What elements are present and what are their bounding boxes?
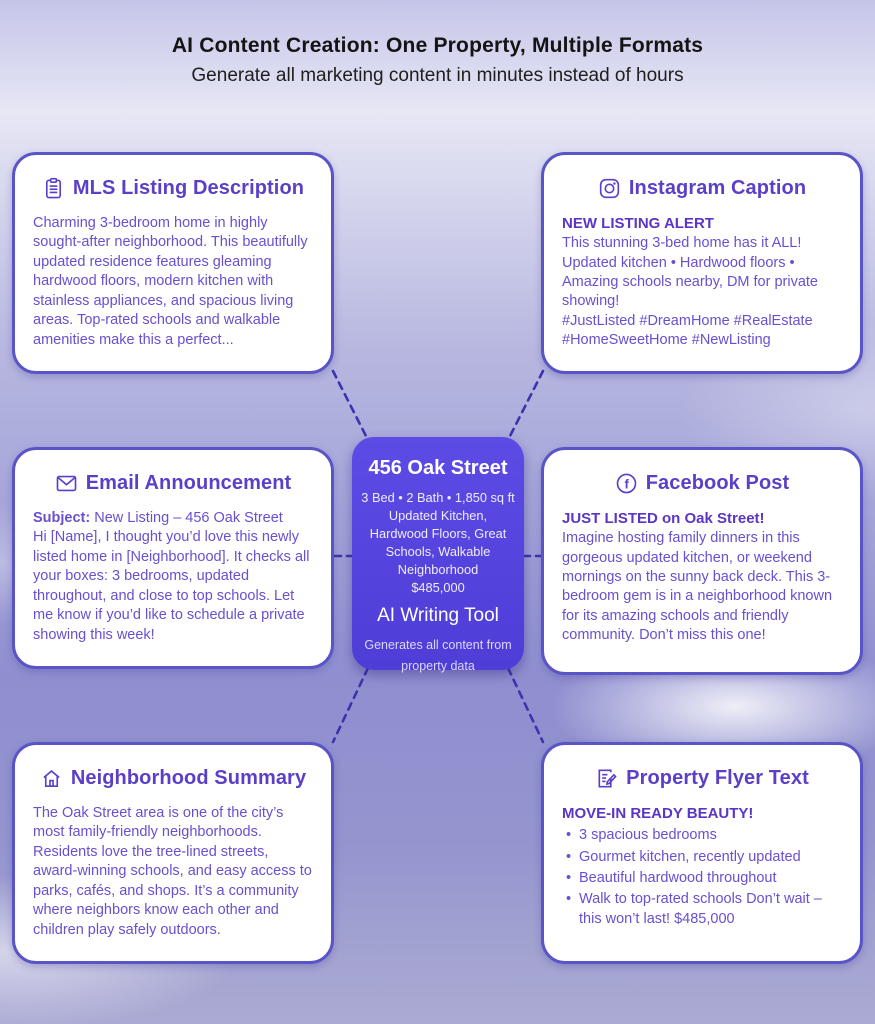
card-title: Instagram Caption	[628, 177, 807, 199]
card-instagram-caption	[541, 152, 863, 374]
card-mls-listing	[12, 152, 334, 374]
list-item: • Beautiful hardwood throughout	[562, 869, 842, 888]
card-subject-line	[33, 509, 313, 528]
card-title-row	[33, 472, 313, 495]
list-item: • Walk to top-rated schools Don’t wait – this won’t last! $485,000	[562, 890, 842, 929]
card-title: Neighborhood Summary	[70, 767, 307, 789]
card-title-row	[562, 177, 842, 200]
card-title: Facebook Post	[645, 472, 790, 494]
card-lead-text: JUST LISTED on Oak Street!	[562, 510, 765, 527]
connector-mls-center	[333, 371, 368, 440]
connector-neighborhood-center	[333, 668, 368, 742]
card-property-flyer	[541, 742, 863, 964]
connector-flyer-center	[508, 668, 543, 742]
card-facebook-post	[541, 447, 863, 675]
subject-label: Subject:	[33, 510, 91, 526]
property-features: Updated Kitchen, Hardwood Floors, Great Schools, Walkable Neighborhood	[369, 507, 507, 577]
card-title-row	[562, 767, 842, 790]
clipboard-icon	[42, 177, 65, 200]
envelope-icon	[55, 472, 78, 495]
card-body-text: The Oak Street area is one of the city’s most family-friendly neighborhoods. Residents love the tree-lined streets, award-winning schools, and easy access to parks, cafés, and shops. It’s a community where neighbors know each other and children play safely outdoors.	[33, 805, 312, 938]
card-title-row	[33, 177, 313, 200]
card-body-text: Charming 3-bedroom home in highly sought-after neighborhood. This beautifully updated residence features gleaming hardwood floors, modern kitchen with stainless appliances, and spacious living areas. Top-rated schools and walkable amenities make this a perfect...	[33, 215, 308, 348]
house-icon	[40, 767, 63, 790]
card-hashtags: #JustListed #DreamHome #RealEstate #HomeSweetHome #NewListing	[562, 312, 813, 349]
ai-tool-name: AI Writing Tool	[377, 605, 499, 627]
center-property-node	[352, 437, 524, 674]
card-title: Property Flyer Text	[626, 767, 809, 789]
list-item: • 3 spacious bedrooms	[562, 826, 842, 845]
page-title: AI Content Creation: One Property, Multiple Formats	[171, 34, 704, 57]
card-body-text: This stunning 3-bed home has it ALL! Updated kitchen • Hardwood floors • Amazing schools nearby, DM for private showing!	[562, 235, 819, 310]
ai-tool-caption: Generates all content from property data	[364, 638, 512, 674]
facebook-icon	[615, 472, 638, 495]
instagram-icon	[598, 177, 621, 200]
property-specs: 3 Bed • 2 Bath • 1,850 sq ft	[361, 490, 515, 505]
page-subtitle: Generate all marketing content in minutes instead of hours	[191, 65, 684, 86]
memo-pencil-icon	[595, 767, 618, 790]
svg-text:f: f	[624, 476, 629, 492]
card-title-row	[33, 767, 313, 790]
flyer-bullet-list	[562, 826, 842, 929]
card-neighborhood-summary	[12, 742, 334, 964]
card-title: MLS Listing Description	[72, 177, 305, 199]
card-lead-text: MOVE-IN READY BEAUTY!	[562, 805, 754, 822]
property-address: 456 Oak Street	[368, 457, 508, 479]
subject-value: New Listing – 456 Oak Street	[94, 510, 283, 526]
card-body-text: Hi [Name], I thought you’d love this newly listed home in [Neighborhood]. It checks all your boxes: 3 bedrooms, updated throughout, and close to top schools. Let me know if you’d like to schedule a private showing this week!	[33, 529, 310, 643]
card-title-row	[562, 472, 842, 495]
header	[0, 34, 875, 87]
card-email-announcement	[12, 447, 334, 669]
card-lead-text: NEW LISTING ALERT	[562, 215, 714, 232]
property-price: $485,000	[411, 579, 465, 595]
list-item: • Gourmet kitchen, recently updated	[562, 848, 842, 867]
card-body-text: Imagine hosting family dinners in this gorgeous updated kitchen, or weekend mornings on the sunny back deck. This 3-bedroom gem is in a neighborhood known for its amazing schools and friendly community. Don’t miss this one!	[562, 530, 833, 644]
card-title: Email Announcement	[85, 472, 292, 494]
connector-instagram-center	[508, 371, 543, 440]
